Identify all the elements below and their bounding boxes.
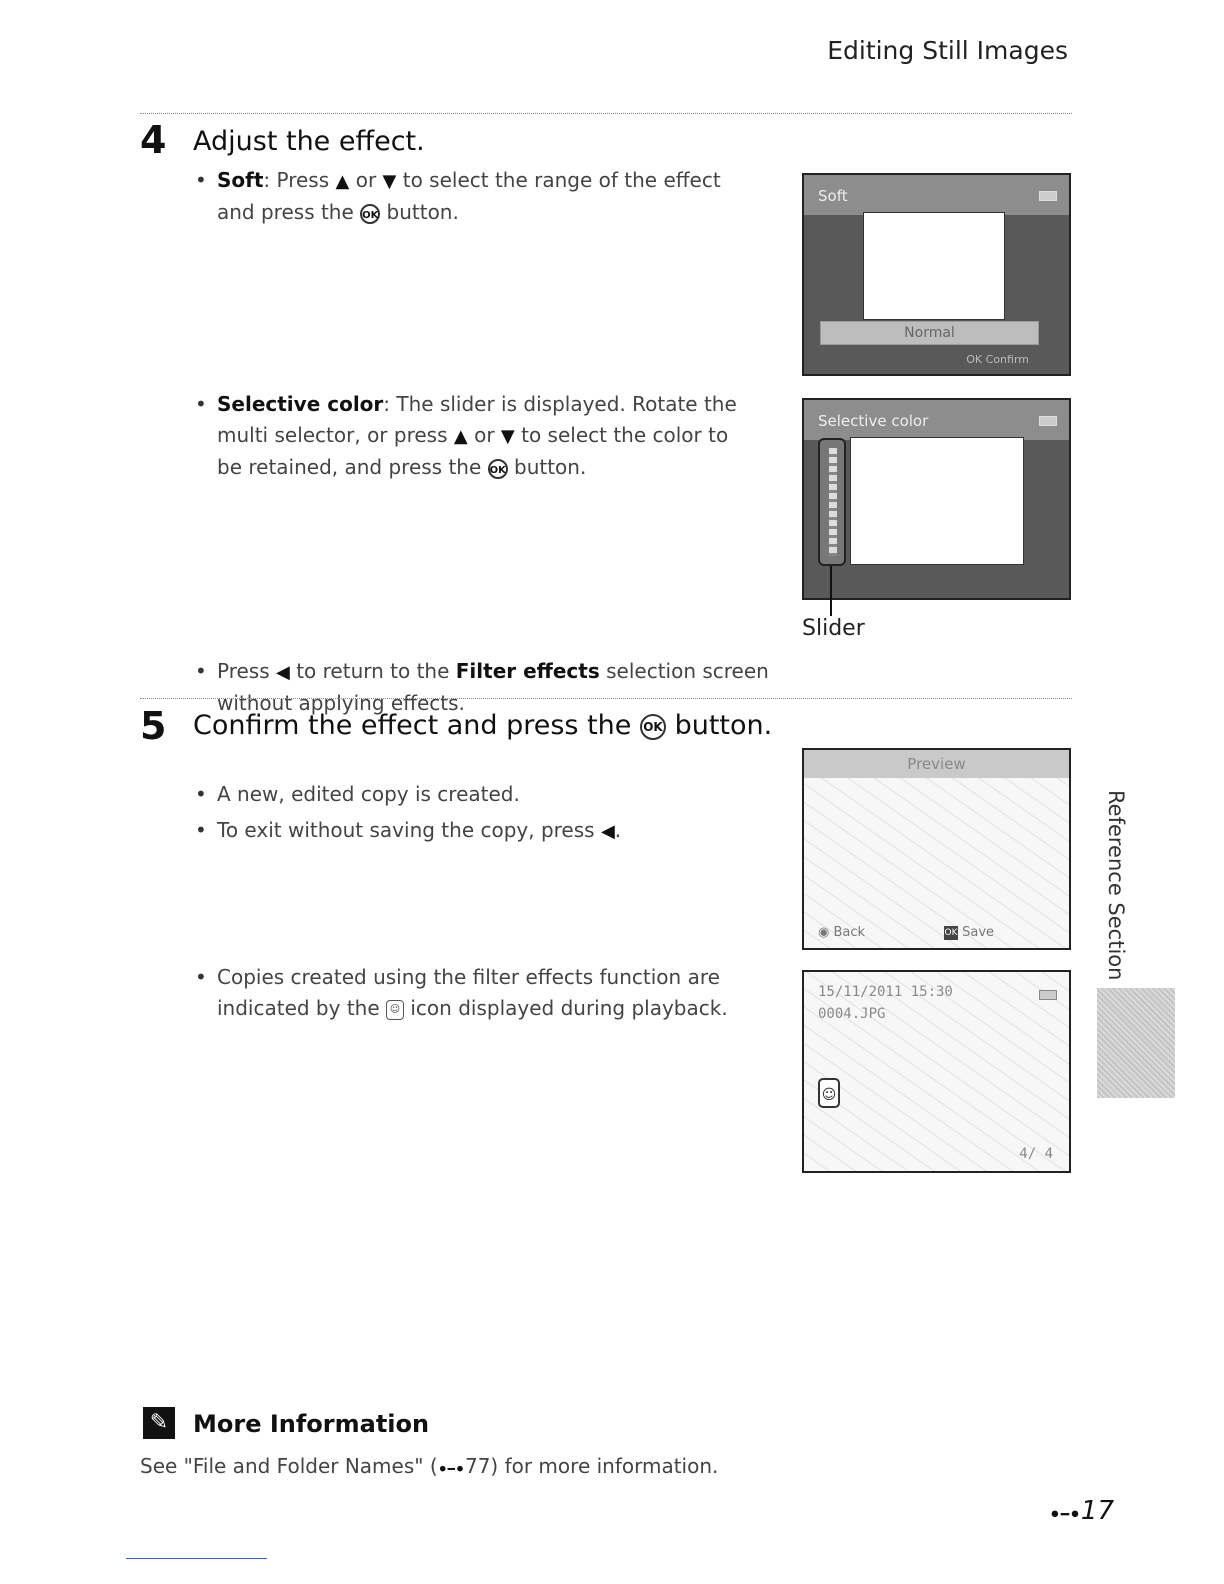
preview-image — [863, 212, 1005, 320]
step-4-number: 4 — [140, 118, 167, 162]
back-label: Back — [833, 925, 866, 940]
footer-link-line — [126, 1558, 267, 1559]
selective-color-label: Selective color — [217, 392, 384, 416]
text: Press — [270, 168, 336, 192]
side-tab-text: Reference Section — [1104, 790, 1128, 981]
step-5-number: 5 — [140, 704, 167, 748]
section-divider — [140, 698, 1072, 699]
step-4-selective-bullet — [193, 389, 753, 483]
playback-screen — [802, 970, 1071, 1173]
text: To exit without saving the copy, press — [217, 818, 601, 842]
step-5-title — [193, 710, 772, 741]
back-icon: ◉ — [818, 925, 830, 940]
page-number — [1049, 1496, 1114, 1526]
ok-button-icon: OK — [488, 459, 508, 479]
down-arrow-icon: ▼ — [500, 426, 515, 447]
separator: : — [263, 168, 271, 192]
left-arrow-icon: ◀ — [600, 821, 615, 842]
down-arrow-icon: ▼ — [382, 171, 397, 192]
text: The slider is displayed. Rotate the multi selector, or press — [217, 392, 737, 447]
screen-title: Preview — [907, 755, 966, 773]
page-header: Editing Still Images — [827, 36, 1068, 65]
battery-icon — [1039, 990, 1057, 1000]
screen-title: Soft — [818, 187, 848, 205]
text: selection screen without applying effects. — [217, 659, 769, 715]
screen-title-bar — [804, 750, 1069, 778]
ok-button-icon: OK — [640, 714, 666, 740]
text: See "File and Folder Names" ( — [140, 1454, 438, 1478]
effect-level-menu: Normal — [820, 321, 1039, 345]
frame-counter: 4/ 4 — [1019, 1146, 1053, 1162]
pencil-icon: ✎ — [143, 1407, 175, 1439]
slider-track — [829, 448, 837, 556]
screen-title-bar — [804, 400, 1069, 440]
filter-effects-icon: ☺ — [386, 1000, 404, 1020]
reference-icon: ⚫━⚫ — [1049, 1507, 1081, 1523]
step-4-title: Adjust the effect. — [193, 126, 425, 157]
text: . — [614, 818, 622, 842]
more-info-title: More Information — [193, 1410, 430, 1438]
text: or — [467, 423, 501, 447]
color-slider[interactable] — [818, 438, 846, 566]
reference-section-tab[interactable] — [1097, 988, 1175, 1098]
screen-title-bar — [804, 175, 1069, 215]
ok-button-icon: OK — [360, 204, 380, 224]
text: or — [349, 168, 383, 192]
page-number-value: 17 — [1080, 1496, 1114, 1526]
save-hint — [944, 925, 994, 940]
list-item — [193, 962, 763, 1024]
list-item — [193, 389, 753, 483]
more-info-text — [140, 1454, 718, 1478]
list-item: • A new, edited copy is created. — [193, 779, 763, 810]
text: to return to the — [289, 659, 456, 683]
battery-icon — [1039, 191, 1057, 201]
text: button. — [665, 710, 773, 741]
screen-title: Selective color — [818, 412, 929, 430]
file-name: 0004.JPG — [818, 1006, 886, 1022]
battery-icon — [1039, 416, 1057, 426]
preview-image — [850, 437, 1024, 565]
text: icon displayed during playback. — [404, 996, 728, 1020]
soft-label: Soft — [217, 168, 264, 192]
step-4-soft-bullet — [193, 165, 753, 228]
filter-effects-icon: ☺ — [818, 1078, 840, 1108]
ok-icon: OK — [944, 927, 958, 938]
slider-caption: Slider — [802, 616, 865, 641]
text: button. — [380, 200, 459, 224]
text: to select the color to be retained, and press the — [217, 423, 729, 479]
save-label: Save — [962, 925, 995, 940]
text: to select the range of the effect and press the — [217, 168, 721, 224]
text: 77) for more information. — [464, 1454, 719, 1478]
text: button. — [507, 455, 587, 479]
text: Press — [217, 659, 276, 683]
up-arrow-icon: ▲ — [453, 426, 468, 447]
soft-screen — [802, 173, 1071, 376]
selective-color-screen — [802, 398, 1071, 600]
up-arrow-icon: ▲ — [335, 171, 350, 192]
list-item — [193, 815, 763, 847]
list-item — [193, 165, 753, 228]
date-time: 15/11/2011 15:30 — [818, 984, 953, 1000]
text: Confirm the effect and press the — [193, 710, 640, 741]
text: Copies created using the filter effects function are indicated by the — [217, 965, 720, 1020]
slider-callout-line — [830, 566, 832, 616]
left-arrow-icon: ◀ — [276, 662, 290, 683]
step-5-note-bullet — [193, 962, 763, 1024]
back-hint — [818, 925, 865, 940]
reference-icon: ⚫━⚫ — [437, 1462, 465, 1476]
separator: : — [383, 392, 391, 416]
side-tab-label — [1088, 790, 1132, 980]
preview-screen — [802, 748, 1071, 950]
step-5-bullets — [193, 779, 763, 847]
section-divider — [140, 113, 1072, 114]
filter-effects-label: Filter effects — [455, 659, 600, 683]
confirm-hint: OK Confirm — [966, 353, 1029, 366]
